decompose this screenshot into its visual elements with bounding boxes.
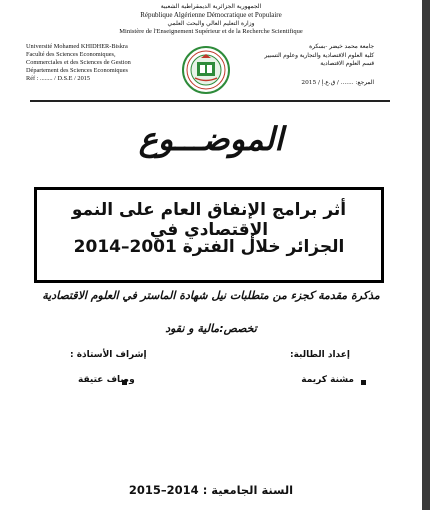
header-divider — [30, 100, 390, 102]
prepared-by-label: إعداد الطالبة: — [290, 350, 350, 360]
supervisor-label: إشراف الأستاذة : — [70, 350, 147, 360]
faculty-line-2: Commerciales et des Sciences de Gestion — [26, 59, 131, 66]
republic-arabic: الجمهورية الجزائرية الديمقراطية الشعبية — [160, 3, 262, 10]
thesis-title-box — [34, 187, 384, 283]
thesis-title-line-2: الجزائر خلال الفترة 2001–2014 — [73, 237, 345, 257]
reference-french: Réf : ........ / D.S.E / 2015 — [26, 75, 91, 82]
university-info-arabic — [234, 43, 374, 87]
memo-description: مذكرة مقدمة كجزء من متطلبات نيل شهادة الماستر في العلوم الاقتصادية — [42, 289, 380, 302]
subject-heading: الموضـــوع — [138, 120, 284, 158]
faculty-line-1: Faculté des Sciences Economiques, — [26, 51, 116, 58]
supervisor-name: وصاف عتيقة — [78, 375, 135, 385]
ministry-arabic: وزارة التعليم العالي والبحث العلمي — [167, 20, 255, 27]
student-name: مشنة كريمة — [301, 375, 354, 385]
ministry-french: Ministère de l'Enseignement Supérieur et de la Recherche Scientifique — [119, 28, 303, 35]
university-name-arabic: جامعة محمد خيضر -بسكرة — [309, 44, 374, 50]
department-name: Département des Sciences Economiques — [26, 67, 128, 74]
university-name: Université Mohamed KHIDHER-Biskra — [26, 43, 128, 50]
specialty: تخصص:مالية و نقود — [165, 322, 257, 335]
reference-arabic: المرجع: ....... / ق.ع.إ / 2015 — [301, 79, 374, 86]
republic-french: République Algérienne Démocratique et Populaire — [140, 11, 282, 19]
thesis-title-line-1: أثر برامج الإنفاق العام على النمو الإقتصادي في — [71, 200, 347, 240]
faculty-arabic: كلية العلوم الاقتصادية والتجارية وعلوم التسيير — [264, 52, 374, 59]
student-bullet-icon — [361, 380, 366, 385]
university-info-french — [26, 43, 176, 83]
page-edge — [422, 0, 430, 510]
department-arabic: قسم العلوم الاقتصادية — [320, 61, 374, 67]
academic-year: السنة الجامعية : 2014–2015 — [128, 483, 294, 497]
university-logo — [181, 45, 231, 95]
